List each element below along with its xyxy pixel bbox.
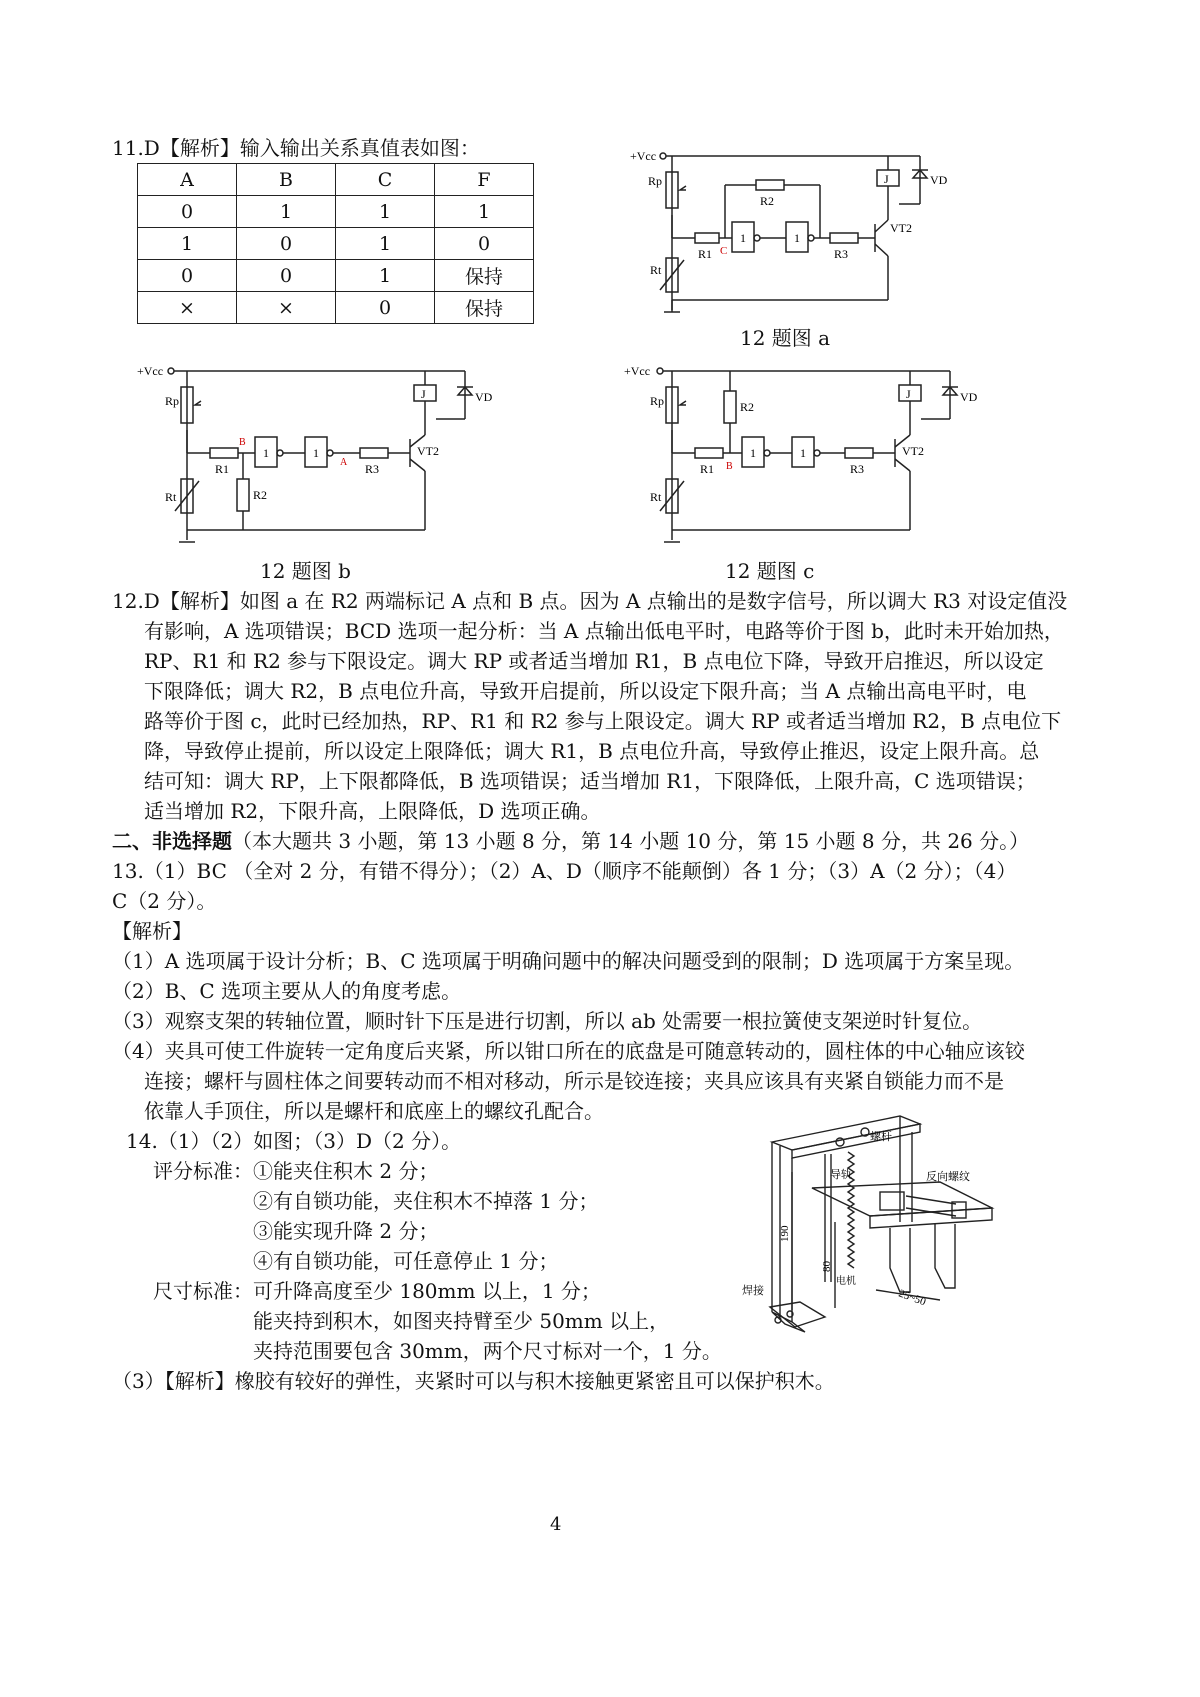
q12-line: 有影响，A 选项错误；BCD 选项一起分析：当 A 点输出低电平时，电路等价于图 b，此时未开始加热， (144, 619, 1064, 643)
table-cell: 保持 (435, 292, 534, 324)
table-cell: 0 (237, 260, 336, 292)
reverse-thread-label: 反向螺纹 (926, 1171, 970, 1183)
r1-label: R1 (215, 462, 230, 476)
table-cell: 0 (138, 260, 237, 292)
point-b-label: B (239, 437, 246, 448)
table-cell: 0 (435, 228, 534, 260)
fig-c-caption: 12 题图 c (725, 559, 815, 583)
table-row (138, 260, 534, 292)
scoring-item: ③能实现升降 2 分； (253, 1219, 439, 1243)
scoring-label: 评分标准： (153, 1159, 253, 1183)
fig-b-caption: 12 题图 b (260, 559, 351, 583)
section-title: 二、非选择题 (112, 829, 232, 853)
gate-label: 1 (740, 231, 746, 245)
q11-heading: 11.D【解析】输入输出关系真值表如图： (112, 136, 480, 160)
q13-answer-line: C（2 分）。 (112, 889, 217, 913)
table-row (138, 228, 534, 260)
table-cell: 0 (237, 228, 336, 260)
rail-label: 导轨 (830, 1169, 852, 1181)
q12-line: 结可知：调大 RP，上下限都降低，B 选项错误；适当增加 R1，下限降低，上限升高，C 选项错误； (144, 769, 1036, 793)
q14-answer-line: 14.（1）（2）如图；（3）D（2 分）。 (126, 1129, 462, 1153)
q13-item: （4）夹具可使工件旋转一定角度后夹紧，所以钳口所在的底盘是可随意转动的，圆柱体的中心轴应该铰 (112, 1039, 1025, 1063)
q13-item: 依靠人手顶住，所以是螺杆和底座上的螺纹孔配合。 (144, 1099, 604, 1123)
circuit-figure-c (620, 355, 1000, 555)
table-cell: 1 (138, 228, 237, 260)
r1-label: R1 (700, 462, 715, 476)
gate-label: 1 (313, 446, 319, 460)
point-a-label: A (340, 457, 348, 468)
relay-label: J (884, 172, 889, 186)
vt2-label: VT2 (890, 221, 912, 235)
q12-line: 下限降低；调大 R2，B 点电位升高，导致开启提前，所以设定下限升高；当 A 点输出高电平时，电 (144, 679, 1027, 703)
circuit-figure-a (620, 140, 1000, 340)
table-cell: 1 (336, 196, 435, 228)
vt2-label: VT2 (417, 444, 439, 458)
q13-item: （3）观察支架的转轴位置，顺时针下压是进行切割，所以 ab 处需要一根拉簧使支架逆时针复位。 (112, 1009, 983, 1033)
q13-item: 连接；螺杆与圆柱体之间要转动而不相对移动，所示是铰连接；夹具应该具有夹紧自锁能力而不是 (144, 1069, 1004, 1093)
table-cell: 1 (237, 196, 336, 228)
q13-item: （1）A 选项属于设计分析；B、C 选项属于明确问题中的解决问题受到的限制；D 选项属于方案呈现。 (112, 949, 1025, 973)
table-header-cell: B (237, 164, 336, 196)
gate-label: 1 (794, 231, 800, 245)
vcc-label: +Vcc (630, 149, 657, 163)
r2-label: R2 (253, 488, 268, 502)
motor-label: 电机 (836, 1276, 856, 1287)
table-header-cell: A (138, 164, 237, 196)
dim-25-50-label: 25~50 (896, 1287, 928, 1309)
r3-label: R3 (834, 247, 849, 261)
size-item: 能夹持到积木，如图夹持臂至少 50mm 以上， (253, 1309, 670, 1333)
dim-80-label: 80 (821, 1261, 833, 1272)
table-row (138, 292, 534, 324)
table-header-row (138, 164, 534, 196)
scoring-item: ②有自锁功能，夹住积木不掉落 1 分； (253, 1189, 599, 1213)
gate-label: 1 (263, 446, 269, 460)
q14-part3: （3）【解析】橡胶有较好的弹性，夹紧时可以与积木接触更紧密且可以保护积木。 (112, 1369, 835, 1393)
weld-label: 焊接 (742, 1285, 764, 1297)
page-number: 4 (550, 1514, 562, 1535)
truth-table (137, 163, 534, 324)
rp-label: Rp (165, 394, 180, 408)
point-b-label: B (726, 461, 733, 472)
table-cell: 0 (336, 292, 435, 324)
q12-line: 适当增加 R2，下限升高，上限降低，D 选项正确。 (144, 799, 601, 823)
vd-label: VD (960, 390, 978, 404)
q12-line: 12.D【解析】如图 a 在 R2 两端标记 A 点和 B 点。因为 A 点输出的是数字信号，所以调大 R3 对设定值没 (112, 589, 1068, 613)
table-row (138, 196, 534, 228)
relay-label: J (906, 387, 911, 401)
scoring-item: ④有自锁功能，可任意停止 1 分； (253, 1249, 559, 1273)
table-cell: 0 (138, 196, 237, 228)
section-heading (112, 826, 1029, 856)
r1-label: R1 (698, 247, 713, 261)
gate-label: 1 (800, 446, 806, 460)
table-cell: × (237, 292, 336, 324)
q12-line: 降，导致停止提前，所以设定上限降低；调大 R1，B 点电位升高，导致停止推迟，设定上限升高。总 (144, 739, 1040, 763)
r3-label: R3 (365, 462, 380, 476)
table-cell: 保持 (435, 260, 534, 292)
rp-label: Rp (648, 174, 663, 188)
q13-item: （2）B、C 选项主要从人的角度考虑。 (112, 979, 462, 1003)
q12-line: 路等价于图 c，此时已经加热，RP、R1 和 R2 参与上限设定。调大 RP 或者适当增加 R2，B 点电位下 (144, 709, 1062, 733)
q13-answer-line: 13.（1）BC （全对 2 分，有错不得分）；（2）A、D（顺序不能颠倒）各 1 分；（3）A（2 分）；（4） (112, 859, 1017, 883)
dim-190-label: 190 (779, 1225, 791, 1242)
table-cell: 1 (435, 196, 534, 228)
r3-label: R3 (850, 462, 865, 476)
vcc-label: +Vcc (624, 364, 651, 378)
lifting-clamp-drawing (730, 1112, 1030, 1357)
size-item: 可升降高度至少 180mm 以上，1 分； (253, 1279, 601, 1303)
section-desc: （本大题共 3 小题，第 13 小题 8 分，第 14 小题 10 分，第 15 小题 8 分，共 26 分。） (232, 829, 1030, 853)
table-cell: 1 (336, 260, 435, 292)
vt2-label: VT2 (902, 444, 924, 458)
circuit-figure-b (135, 355, 515, 555)
scoring-item: ①能夹住积木 2 分； (253, 1159, 439, 1183)
size-label: 尺寸标准： (153, 1279, 253, 1303)
r2-label: R2 (740, 400, 755, 414)
rt-label: Rt (650, 263, 662, 277)
size-item: 夹持范围要包含 30mm，两个尺寸标对一个，1 分。 (253, 1339, 722, 1363)
rp-label: Rp (650, 394, 665, 408)
table-cell: 1 (336, 228, 435, 260)
relay-label: J (421, 387, 426, 401)
q13-jiexi-label: 【解析】 (112, 919, 192, 943)
vd-label: VD (930, 173, 948, 187)
gate-label: 1 (750, 446, 756, 460)
q12-line: RP、R1 和 R2 参与下限设定。调大 RP 或者适当增加 R1，B 点电位下降，导致开启推迟，所以设定 (144, 649, 1044, 673)
table-header-cell: C (336, 164, 435, 196)
vd-label: VD (475, 390, 493, 404)
point-label: C (720, 245, 728, 257)
table-header-cell: F (435, 164, 534, 196)
vcc-label: +Vcc (137, 364, 164, 378)
fig-a-caption: 12 题图 a (740, 326, 831, 350)
table-cell: × (138, 292, 237, 324)
screw-label: 螺杆 (870, 1131, 892, 1143)
rt-label: Rt (650, 490, 662, 504)
rt-label: Rt (165, 490, 177, 504)
r2-label: R2 (760, 194, 775, 208)
